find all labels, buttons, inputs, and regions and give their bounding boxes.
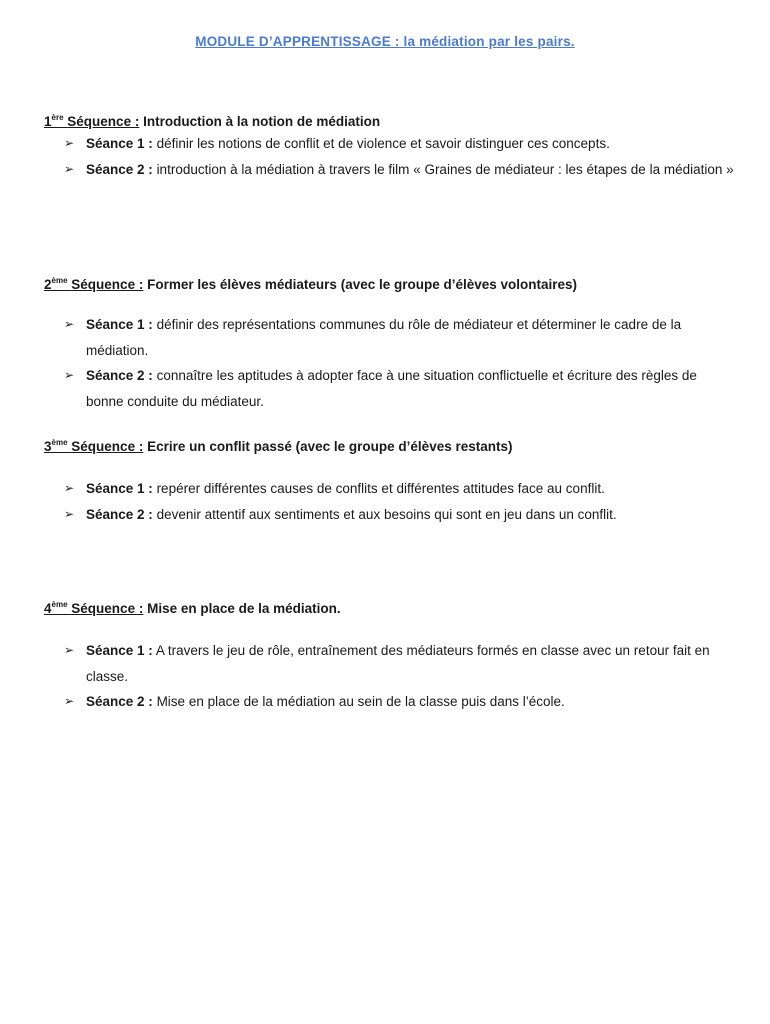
arrow-bullet-icon: ➢	[64, 317, 75, 331]
sequence-heading	[44, 113, 734, 131]
seance-list	[44, 476, 734, 527]
list-item	[44, 638, 734, 689]
sequence-label	[44, 601, 143, 616]
sequence-word: Séquence :	[67, 114, 140, 129]
list-item	[44, 157, 734, 183]
sequence-title: Former les élèves médiateurs (avec le groupe d’élèves volontaires)	[147, 277, 578, 292]
sequence-2	[44, 276, 734, 414]
seance-text: Mise en place de la médiation au sein de la classe puis dans l’école.	[156, 694, 565, 709]
seance-label: Séance 2 :	[86, 506, 153, 522]
list-item	[44, 476, 734, 502]
sequence-word: Séquence :	[71, 439, 144, 454]
sequence-heading	[44, 438, 734, 456]
seance-text: définir les notions de conflit et de violence et savoir distinguer ces concepts.	[156, 136, 610, 151]
seance-text: introduction à la médiation à travers le film « Graines de médiateur : les étapes de la médiation »	[156, 161, 734, 177]
arrow-bullet-icon: ➢	[64, 136, 75, 150]
arrow-bullet-icon: ➢	[64, 161, 75, 176]
seance-label: Séance 1 :	[86, 317, 153, 332]
sequence-ordinal: ème	[51, 438, 68, 447]
sequence-heading	[44, 276, 734, 294]
seance-label: Séance 2 :	[86, 694, 153, 709]
list-item	[44, 502, 734, 528]
sequence-word: Séquence :	[71, 601, 144, 616]
page-title: MODULE D’APPRENTISSAGE : la médiation par les pairs.	[195, 34, 575, 49]
sequence-heading	[44, 600, 734, 618]
sequence-title: Introduction à la notion de médiation	[143, 114, 381, 129]
seance-label: Séance 1 :	[86, 136, 153, 151]
sequence-title: Mise en place de la médiation.	[147, 601, 341, 616]
sequence-4	[44, 600, 734, 715]
arrow-bullet-icon: ➢	[64, 368, 75, 382]
arrow-bullet-icon: ➢	[64, 694, 75, 708]
seance-text: devenir attentif aux sentiments et aux besoins qui sont en jeu dans un conflit.	[156, 506, 617, 522]
list-item	[44, 363, 734, 414]
sequence-word: Séquence :	[71, 277, 144, 292]
seance-list	[44, 638, 734, 715]
seance-label: Séance 1 :	[86, 643, 153, 658]
seance-label: Séance 1 :	[86, 481, 153, 496]
seance-text: repérer différentes causes de conflits et différentes attitudes face au conflit.	[156, 481, 605, 496]
arrow-bullet-icon: ➢	[64, 481, 75, 495]
seance-label: Séance 2 :	[86, 161, 153, 177]
sequence-number: 2	[44, 277, 52, 292]
sequence-label	[44, 114, 139, 129]
sequence-ordinal: ème	[51, 600, 68, 609]
list-item	[44, 312, 734, 363]
seance-label: Séance 2 :	[86, 368, 153, 383]
arrow-bullet-icon: ➢	[64, 643, 75, 657]
sequence-1	[44, 113, 734, 182]
sequence-number: 3	[44, 439, 52, 454]
seance-text: connaître les aptitudes à adopter face à une situation conflictuelle et écriture des règles de bonne conduite du médiateur.	[86, 368, 697, 409]
sequence-label	[44, 439, 143, 454]
sequence-label	[44, 277, 143, 292]
sequence-3	[44, 438, 734, 527]
sequence-number: 4	[44, 601, 52, 616]
sequence-number: 1	[44, 114, 52, 129]
sequence-ordinal: ème	[51, 276, 68, 285]
sequence-title: Ecrire un conflit passé (avec le groupe d’élèves restants)	[147, 439, 513, 454]
sequence-ordinal: ère	[51, 113, 64, 122]
list-item	[44, 131, 734, 157]
seance-list	[44, 312, 734, 414]
arrow-bullet-icon: ➢	[64, 506, 75, 521]
seance-list	[44, 131, 734, 182]
seance-text: A travers le jeu de rôle, entraînement des médiateurs formés en classe avec un retour fait en classe.	[86, 643, 710, 684]
seance-text: définir des représentations communes du rôle de médiateur et déterminer le cadre de la médiation.	[86, 317, 682, 358]
list-item	[44, 689, 734, 715]
